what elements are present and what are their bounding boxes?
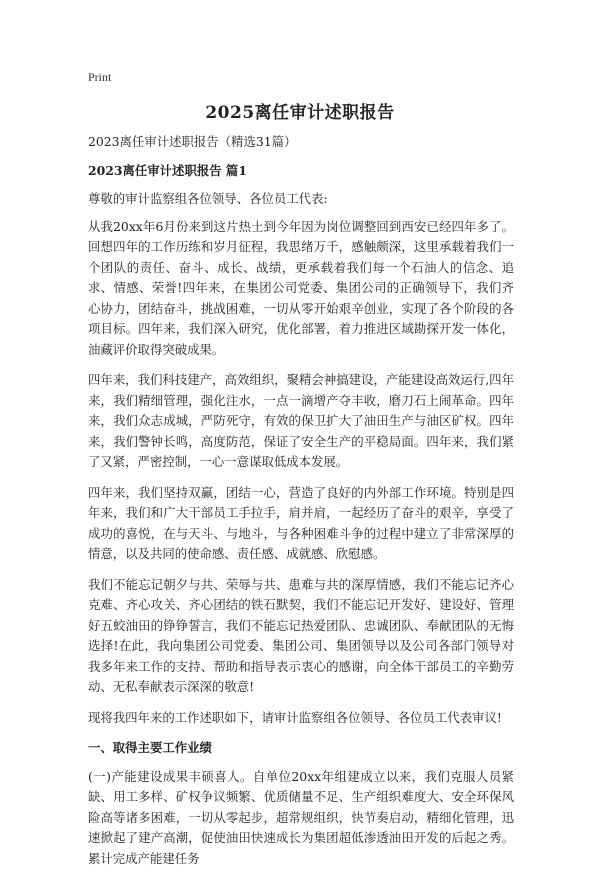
paragraph-1: 从我20xx年6月份来到这片热土到今年因为岗位调整回到西安已经四年多了。回想四年的工作历练和岁月征程，我思绪万千，感触颇深，这里承载着我们一个团队的责任、奋斗、成长、战绩，更承载着我们每一个石油人的信念、追求、情感、荣誉!四年来，在集团公司党委、集团公司的正确领导下，我们齐心协力，团结奋斗，挑战困难，一切从零开始艰辛创业，实现了各个阶段的各项目标。四年来，我们深入研究，优化部署，着力推进区域勘探开发一体化，油藏评价取得突破成果。 <box>88 218 514 357</box>
section-title: 2023离任审计述职报告 篇1 <box>88 162 247 178</box>
page-title: 2025离任审计述职报告 <box>205 103 395 123</box>
greeting: 尊敬的审计监察组各位领导、各位员工代表: <box>88 191 328 206</box>
document-subtitle: 2023离任审计述职报告（精选31篇） <box>88 134 297 149</box>
lead-paragraph: 现将我四年来的工作述职如下，请审计监察组各位领导、各位员工代表审议! <box>88 709 502 725</box>
paragraph-2: 四年来，我们科技建产，高效组织，聚精会神搞建设，产能建设高效运行,四年来，我们精细管理，强化注水，一点一滴增产夺丰收，磨刀石上闹革命。四年来，我们众志成城，严防死守，有效的保卫扩大了油田生产与油区矿权。四年来，我们警钟长鸣，高度防范，保证了安全生产的平稳局面。四年来，我们紧了又紧，严密控制，一心一意谋取低成本发展。 <box>88 372 514 469</box>
print-link[interactable]: Print <box>88 70 112 84</box>
paragraph-4: 我们不能忘记朝夕与共、荣辱与共、患难与共的深厚情感，我们不能忘记齐心克难、齐心攻关、齐心团结的铁石默契，我们不能忘记开发好、建设好、管理好五蛟油田的铮铮誓言，我们不能忘记热爱团队、忠诚团队、奉献团队的无悔选择!在此，我向集团公司党委、集团公司、集团领导以及公司各部门领导对我多年来工作的支持、帮助和指导表示衷心的感谢，向全体干部员工的辛勤劳动、无私奉献表示深深的敬意! <box>88 576 514 694</box>
document-body <box>88 132 514 879</box>
part-one-heading: 一、取得主要工作业绩 <box>88 740 212 755</box>
paragraph-3: 四年来，我们坚持双赢，团结一心，营造了良好的内外部工作环境。特别是四年来，我们和广大干部员工手拉手，肩并肩，一起经历了奋斗的艰辛，享受了成功的喜悦，在与天斗、与地斗，与各种困难斗争的过程中建立了非常深厚的情意，以及共同的使命感、责任感、成就感、欣慰感。 <box>88 484 514 561</box>
part-one-paragraph: (一)产能建设成果丰硕喜人。自单位20xx年组建成立以来，我们克服人员紧缺、用工多样、矿权争议频繁、优质储量不足、生产组织难度大、安全环保风险高等诸多困难，一切从零起步，超常规组织，快节奏启动，精细化管理，迅速掀起了建产高潮，促使油田快速成长为集团超低渗透油田开发的后起之秀。累计完成产能建任务 <box>88 768 514 866</box>
